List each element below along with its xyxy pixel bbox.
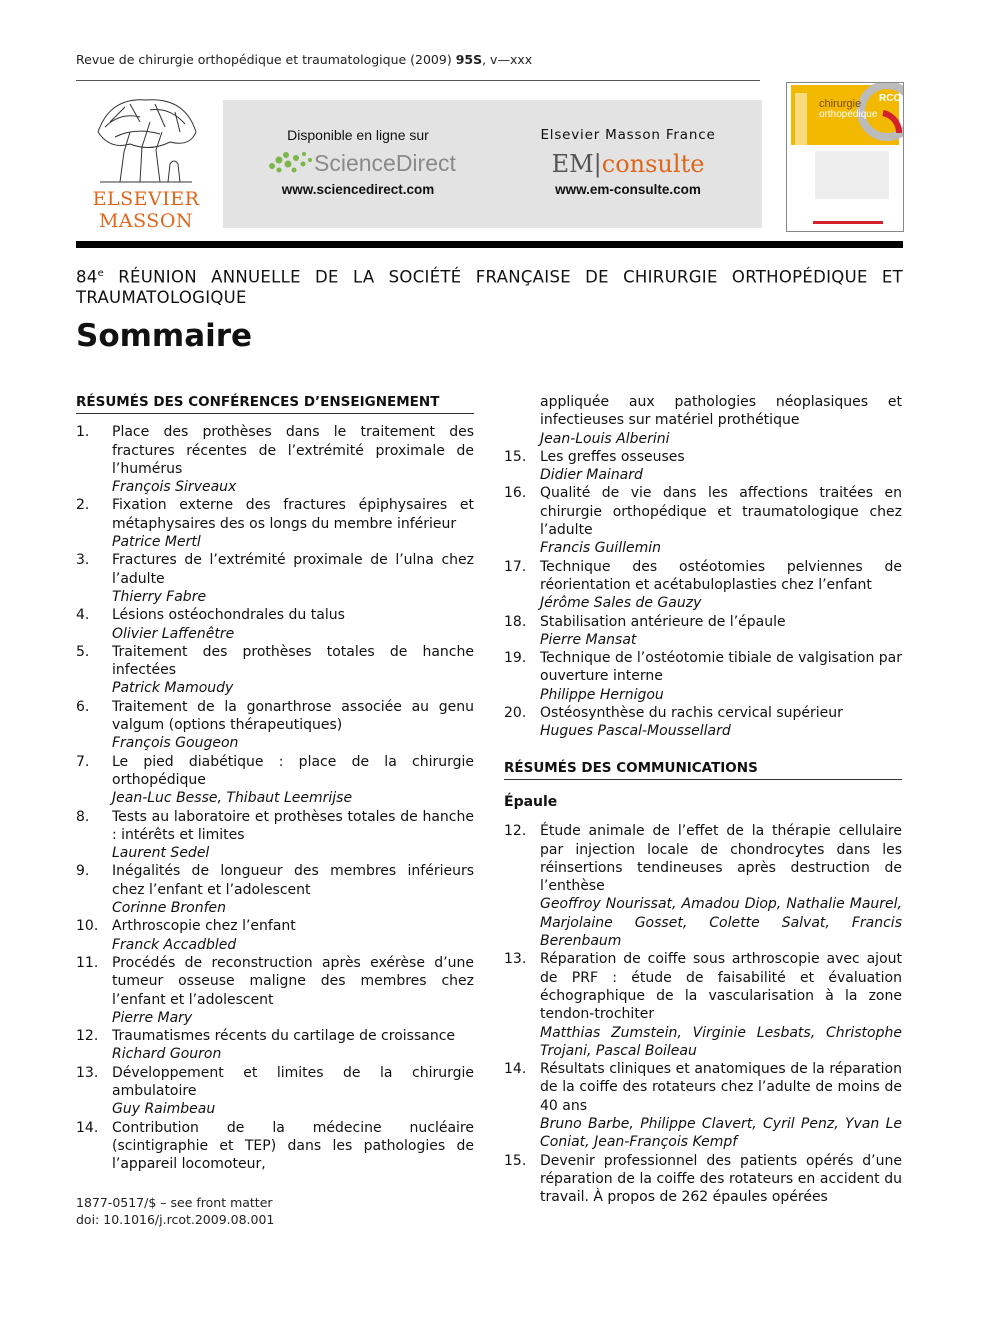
item-14-authors: Jean-Louis Alberini	[540, 430, 670, 447]
header-thick-rule	[76, 241, 903, 248]
toc-left-column	[76, 393, 474, 1173]
journal-citation	[76, 52, 532, 67]
toc-item[interactable]	[76, 551, 474, 606]
item-title: Fixation externe des fractures épiphysaires et métaphysaires des os longs du membre inférieur	[112, 497, 474, 532]
svg-text:ScienceDirect: ScienceDirect	[314, 150, 456, 176]
item-number: 10.	[76, 918, 99, 935]
item-body	[112, 423, 474, 496]
toc-item[interactable]	[76, 423, 474, 496]
item-authors: Geoffroy Nourissat, Amadou Diop, Nathalie Maurel, Marjolaine Gosset, Colette Salvat, Francis Berenbaum	[540, 896, 902, 950]
item-body	[540, 822, 902, 950]
item-authors: Guy Raimbeau	[112, 1101, 216, 1118]
item-body	[540, 448, 902, 485]
svg-text:orthopédique: orthopédique	[819, 109, 878, 120]
item-authors: Thierry Fabre	[112, 588, 207, 605]
online-availability-banner	[223, 100, 762, 228]
item-authors: Francis Guillemin	[540, 540, 661, 557]
item-body	[540, 613, 902, 650]
item-authors: Hugues Pascal-Moussellard	[540, 723, 731, 740]
item-title: Qualité de vie dans les affections traitées en chirurgie orthopédique et traumatologique chez l’adulte	[540, 485, 902, 539]
section-heading-conferences: RÉSUMÉS DES CONFÉRENCES D’ENSEIGNEMENT	[76, 393, 474, 414]
item-title: Arthroscopie chez l’enfant	[112, 918, 296, 935]
available-online-label: Disponible en ligne sur	[287, 127, 429, 143]
item-body	[540, 649, 902, 704]
item-title: Inégalités de longueur des membres inférieurs chez l’enfant et l’adolescent	[112, 863, 474, 898]
toc-item[interactable]	[504, 950, 902, 1060]
item-authors: Matthias Zumstein, Virginie Lesbats, Christophe Trojani, Pascal Boileau	[540, 1024, 902, 1059]
item-body	[540, 558, 902, 613]
item-authors: Richard Gouron	[112, 1046, 222, 1063]
subsection-heading-epaule: Épaule	[504, 793, 558, 810]
journal-cover-thumbnail	[786, 82, 904, 232]
item-number: 8.	[76, 808, 90, 825]
item-number: 15.	[504, 1152, 527, 1169]
item-authors: Laurent Sedel	[112, 845, 210, 862]
toc-item[interactable]	[76, 954, 474, 1027]
journal-name: Revue de chirurgie orthopédique et traumatologique (2009)	[76, 52, 452, 67]
item-body	[540, 1060, 902, 1151]
sciencedirect-leaf-icon	[266, 146, 456, 180]
item-body	[112, 1027, 474, 1064]
item-number: 6.	[76, 698, 90, 715]
item-body	[540, 484, 902, 557]
svg-text:RCO: RCO	[879, 93, 902, 104]
item-title: Technique des ostéotomies pelviennes de réorientation et acétabuloplasties chez l’enfant	[540, 558, 902, 593]
issn-line: 1877-0517/$ – see front matter	[76, 1195, 273, 1210]
toc-item[interactable]	[504, 822, 902, 950]
toc-item[interactable]	[76, 1027, 474, 1064]
toc-item[interactable]	[76, 496, 474, 551]
item-number: 15.	[504, 448, 527, 465]
item-title: Traitement des prothèses totales de hanche infectées	[112, 643, 474, 679]
toc-item[interactable]	[504, 704, 902, 741]
item-title: Contribution de la médecine nucléaire (scintigraphie et TEP) dans les pathologies de l’appareil locomoteur,	[112, 1119, 474, 1173]
conference-list	[76, 423, 474, 1173]
toc-item[interactable]	[504, 613, 902, 650]
item-14-continuation: appliquée aux pathologies néoplasiques et infectieuses sur matériel prothétique	[540, 394, 902, 429]
item-body	[112, 862, 474, 917]
item-body	[112, 643, 474, 698]
item-number: 14.	[76, 1119, 99, 1136]
toc-item[interactable]	[504, 649, 902, 704]
article-footer	[76, 1194, 274, 1228]
elsevier-masson-logo	[90, 92, 202, 232]
item-title: Développement et limites de la chirurgie ambulatoire	[112, 1064, 474, 1099]
item-title: Étude animale de l’effet de la thérapie cellulaire par injection locale de chondrocytes dans les réinsertions tendineuses après destruction de l’enthèse	[540, 823, 902, 895]
section-heading-communications: RÉSUMÉS DES COMMUNICATIONS	[504, 759, 902, 780]
item-title: Procédés de reconstruction après exérèse d’une tumeur osseuse maligne des membres chez l’enfant et l’adolescent	[112, 954, 474, 1008]
item-body	[112, 753, 474, 808]
item-title: Réparation de coiffe sous arthroscopie avec ajout de PRF : étude de faisabilité et évaluation échographique de la vascularisation à la zone tendon-trochiter	[540, 951, 902, 1023]
item-body	[112, 917, 474, 954]
item-authors: Pierre Mary	[112, 1009, 193, 1026]
item-title: Devenir professionnel des patients opérés d’une réparation de la coiffe des rotateurs en accident du travail. À propos de 262 épaules opérées	[540, 1152, 902, 1206]
item-number: 18.	[504, 613, 527, 630]
toc-right-column	[504, 393, 902, 1206]
item-authors: Jean-Luc Besse, Thibaut Leemrijse	[112, 790, 353, 807]
page-title: Sommaire	[76, 318, 253, 354]
item-number: 11.	[76, 954, 99, 971]
item-number: 13.	[504, 951, 527, 968]
toc-item[interactable]	[504, 558, 902, 613]
item-body	[112, 551, 474, 606]
cover-image	[787, 83, 903, 231]
publisher-name: Elsevier Masson France	[540, 127, 716, 143]
meeting-title: 84e RÉUNION ANNUELLE DE LA SOCIÉTÉ FRANÇAISE DE CHIRURGIE ORTHOPÉDIQUE ET TRAUMATOLOGIQUE	[76, 267, 903, 307]
item-body	[112, 496, 474, 551]
item-number: 4.	[76, 607, 90, 624]
tree-icon	[90, 92, 202, 184]
header-divider	[76, 80, 760, 81]
logo-wordmark: ELSEVIER MASSON	[92, 188, 200, 232]
item-body	[112, 1064, 474, 1119]
item-number: 20.	[504, 705, 527, 722]
item-title: Ostéosynthèse du rachis cervical supérieur	[540, 705, 843, 722]
item-number: 17.	[504, 558, 527, 575]
svg-text:chirurgie: chirurgie	[819, 98, 862, 110]
sciencedirect-url[interactable]: www.sciencedirect.com	[281, 182, 435, 197]
item-number: 16.	[504, 485, 527, 502]
toc-item[interactable]	[504, 484, 902, 557]
item-number: 14.	[504, 1061, 527, 1078]
item-body	[540, 950, 902, 1060]
item-title: Technique de l’ostéotomie tibiale de valgisation par ouverture interne	[540, 650, 902, 685]
em-consulte-logo: EM|consulte	[551, 150, 705, 178]
toc-item[interactable]	[76, 917, 474, 954]
item-number: 13.	[76, 1064, 99, 1081]
communication-list	[504, 822, 902, 1206]
item-authors: Corinne Bronfen	[112, 900, 227, 917]
toc-item[interactable]	[76, 1119, 474, 1174]
item-number: 12.	[76, 1028, 99, 1045]
conference-list-continued	[504, 448, 902, 741]
journal-volume: 95S	[455, 52, 483, 67]
item-number: 7.	[76, 753, 90, 770]
toc-item[interactable]	[76, 808, 474, 863]
toc-item[interactable]	[76, 753, 474, 808]
item-body	[112, 954, 474, 1027]
item-number: 1.	[76, 424, 90, 441]
item-authors: Didier Mainard	[540, 467, 643, 484]
item-body	[112, 606, 474, 643]
item-title: Stabilisation antérieure de l’épaule	[540, 613, 786, 630]
item-body	[112, 1119, 474, 1174]
item-title: Le pied diabétique : place de la chirurgie orthopédique	[112, 753, 474, 788]
item-title: Tests au laboratoire et prothèses totales de hanche : intérêts et limites	[112, 808, 474, 843]
item-body	[540, 704, 902, 741]
item-authors: Olivier Laffenêtre	[112, 625, 235, 642]
item-authors: Philippe Hernigou	[540, 686, 664, 703]
item-title: Les greffes osseuses	[540, 448, 685, 465]
item-title: Traitement de la gonarthrose associée au genu valgum (options thérapeutiques)	[112, 698, 474, 734]
toc-item[interactable]	[76, 698, 474, 753]
item-number: 12.	[504, 823, 527, 840]
toc-item[interactable]	[76, 862, 474, 917]
item-authors: Franck Accadbled	[112, 936, 237, 953]
item-number: 9.	[76, 863, 90, 880]
item-authors: Pierre Mansat	[540, 631, 637, 648]
sciencedirect-logo	[266, 146, 456, 180]
item-number: 2.	[76, 497, 90, 514]
em-consulte-url[interactable]: www.em-consulte.com	[555, 182, 701, 197]
journal-pages: , v—xxx	[482, 52, 533, 67]
doi-line: doi: 10.1016/j.rcot.2009.08.001	[76, 1212, 275, 1227]
item-authors: Patrick Mamoudy	[112, 680, 234, 697]
item-title: Place des prothèses dans le traitement des fractures récentes de l’extrémité proximale de l’humérus	[112, 424, 474, 477]
toc-item[interactable]	[76, 643, 474, 698]
item-number: 5.	[76, 643, 90, 660]
item-title: Fractures de l’extrémité proximale de l’ulna chez l’adulte	[112, 552, 474, 587]
item-number: 19.	[504, 650, 527, 667]
item-authors: Jérôme Sales de Gauzy	[540, 595, 702, 612]
item-body	[540, 1152, 902, 1207]
item-title: Lésions ostéochondrales du talus	[112, 607, 345, 624]
item-body	[112, 698, 474, 753]
item-authors: Patrice Mertl	[112, 534, 201, 551]
item-authors: Bruno Barbe, Philippe Clavert, Cyril Penz, Yvan Le Coniat, Jean-François Kempf	[540, 1115, 902, 1151]
item-title: Traumatismes récents du cartilage de croissance	[112, 1028, 456, 1045]
toc-item[interactable]	[504, 1060, 902, 1151]
toc-item[interactable]	[504, 1152, 902, 1207]
toc-item[interactable]	[76, 606, 474, 643]
toc-item[interactable]	[76, 1064, 474, 1119]
item-authors: François Gougeon	[112, 735, 239, 752]
item-body	[112, 808, 474, 863]
item-authors: François Sirveaux	[112, 479, 237, 496]
item-title: Résultats cliniques et anatomiques de la réparation de la coiffe des rotateurs chez l’adulte de moins de 40 ans	[540, 1061, 902, 1114]
item-number: 3.	[76, 552, 90, 569]
toc-item[interactable]	[504, 448, 902, 485]
